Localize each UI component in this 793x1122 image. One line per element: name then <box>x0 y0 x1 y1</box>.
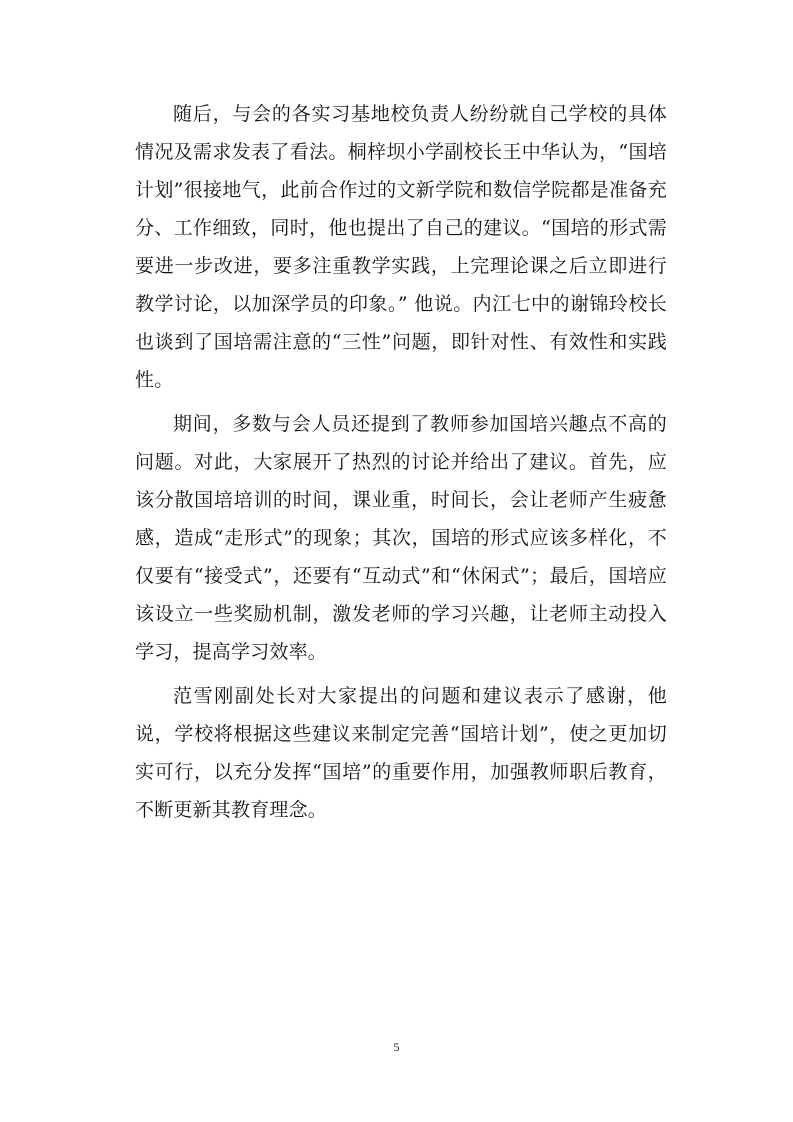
paragraph-closing-remarks: 范雪刚副处长对大家提出的问题和建议表示了感谢，他说，学校将根据这些建议来制定完善“国培计划”，使之更加切实可行，以充分发挥“国培”的重要作用，加强教师职后教育，不断更新其教育理念。 <box>135 685 667 821</box>
paragraph-interest-discussion: 期间，多数与会人员还提到了教师参加国培兴趣点不高的问题。对此，大家展开了热烈的讨论并给出了建议。首先，应该分散国培培训的时间，课业重，时间长，会让老师产生疲惫感，造成“走形式”的现象；其次，国培的形式应该多样化，不仅要有“接受式”，还要有“互动式”和“休闲式”；最后，国培应该设立一些奖励机制，激发老师的学习兴趣，让老师主动投入学习，提高学习效率。 <box>135 413 667 663</box>
document-body <box>135 95 667 829</box>
paragraph-feedback: 随后，与会的各实习基地校负责人纷纷就自己学校的具体情况及需求发表了看法。桐梓坝小学副校长王中华认为，“国培计划”很接地气，此前合作过的文新学院和数信学院都是准备充分、工作细致，同时，他也提出了自己的建议。“国培的形式需要进一步改进，要多注重教学实践，上完理论课之后立即进行教学讨论，以加深学员的印象。” 他说。内江七中的谢锦玲校长也谈到了国培需注意的“三性”问题，即针对性、有效性和实践性。 <box>135 103 667 391</box>
page-number: 5 <box>393 1040 400 1054</box>
